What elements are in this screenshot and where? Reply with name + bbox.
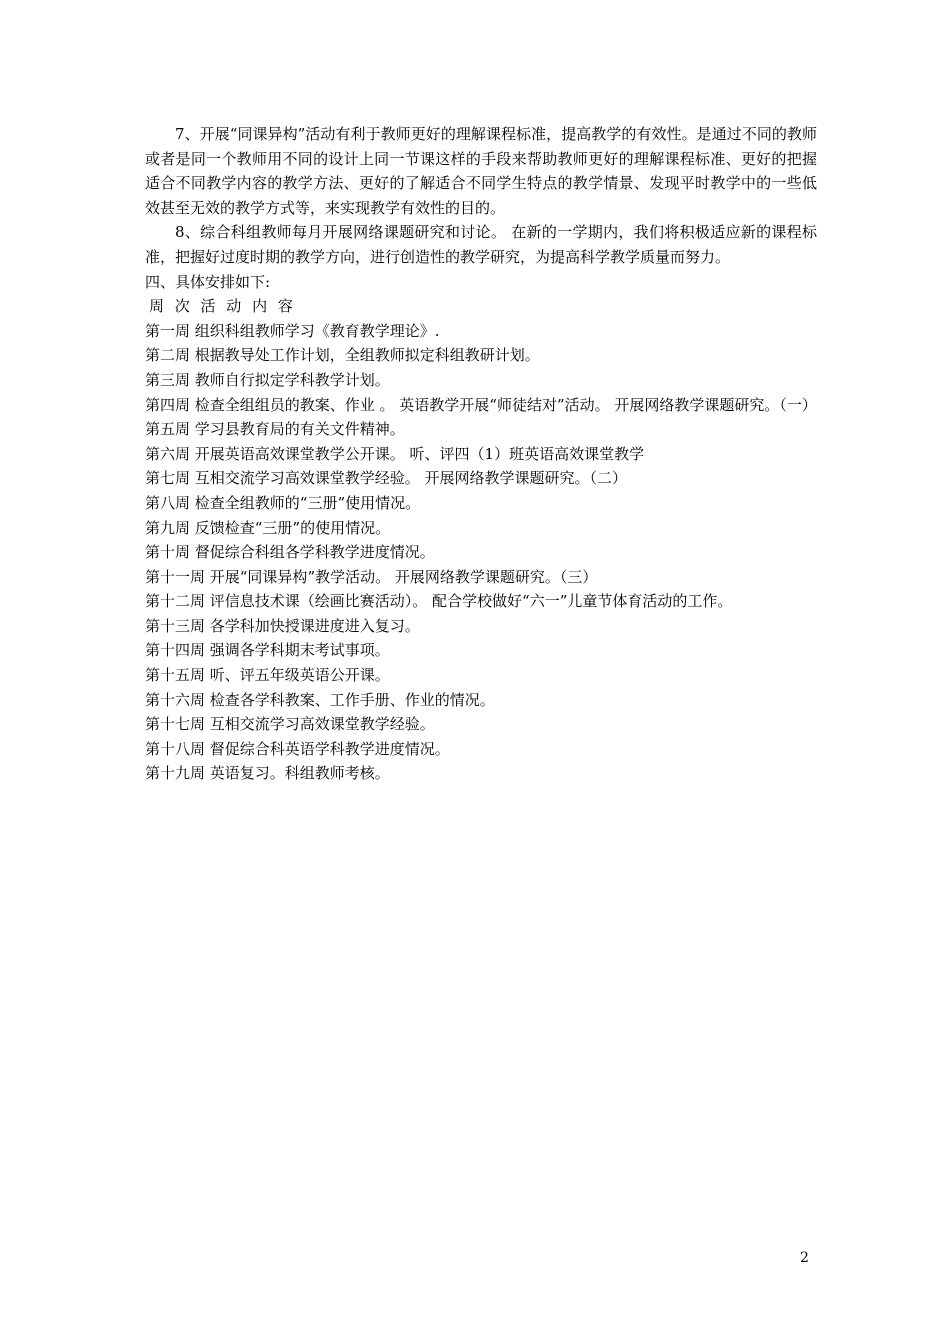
schedule-row-week-18: 第十八周 督促综合科英语学科教学进度情况。 [145,739,450,758]
schedule-table-header: 周 次 活 动 内 容 [149,297,296,316]
document-body [145,122,817,786]
schedule-row-week-16: 第十六周 检查各学科教案、工作手册、作业的情况。 [145,690,495,709]
schedule-row-week-9: 第九周 反馈检查“三册”的使用情况。 [145,518,391,537]
schedule-row-week-12: 第十二周 评信息技术课（绘画比赛活动）。 配合学校做好“六一”儿童节体育活动的工作。 [145,592,733,611]
schedule-row-week-14: 第十四周 强调各学科期末考试事项。 [145,641,390,660]
schedule-row-week-1: 第一周 组织科组教师学习《教育教学理论》. [145,321,440,340]
schedule-row-week-11: 第十一周 开展“同课异构”教学活动。 开展网络教学课题研究。（三） [145,567,598,586]
schedule-row-week-5: 第五周 学习县教育局的有关文件精神。 [145,420,405,439]
schedule-row-week-17: 第十七周 互相交流学习高效课堂教学经验。 [145,715,435,734]
section-heading: 四、具体安排如下: [145,272,271,291]
schedule-row-week-7: 第七周 互相交流学习高效课堂教学经验。 开展网络教学课题研究。（二） [145,469,628,488]
schedule-list [145,319,817,786]
schedule-row-week-3: 第三周 教师自行拟定学科教学计划。 [145,370,390,389]
paragraph-item-8: 8、综合科组教师每月开展网络课题研究和讨论。 在新的一学期内，我们将积极适应新的课程标准，把握好过度时期的教学方向，进行创造性的教学研究，为提高科学教学质量而努力。 [145,223,817,266]
schedule-row-week-6: 第六周 开展英语高效课堂教学公开课。 听、评四（1）班英语高效课堂教学 [145,444,645,463]
schedule-row-week-13: 第十三周 各学科加快授课进度进入复习。 [145,616,420,635]
schedule-row-week-10: 第十周 督促综合科组各学科教学进度情况。 [145,543,435,562]
schedule-row-week-15: 第十五周 听、评五年级英语公开课。 [145,666,390,685]
schedule-row-week-19: 第十九周 英语复习。科组教师考核。 [145,764,390,783]
schedule-row-week-2: 第二周 根据教导处工作计划，全组教师拟定科组教研计划。 [145,346,540,365]
paragraph-item-7: 7、开展“同课异构”活动有利于教师更好的理解课程标准，提高教学的有效性。是通过不同的教师或者是同一个教师用不同的设计上同一节课这样的手段来帮助教师更好的理解课程标准、更好的把握适合不同教学内容的教学方法、更好的了解适合不同学生特点的教学情景、发现平时教学中的一些低效甚至无效的教学方式等，来实现教学有效性的目的。 [145,125,817,217]
schedule-row-week-4: 第四周 检查全组组员的教案、作业 。 英语教学开展“师徒结对”活动。 开展网络教学课题研究。（一） [145,395,817,414]
schedule-row-week-8: 第八周 检查全组教师的“三册”使用情况。 [145,493,421,512]
page-number: 2 [800,1250,809,1266]
